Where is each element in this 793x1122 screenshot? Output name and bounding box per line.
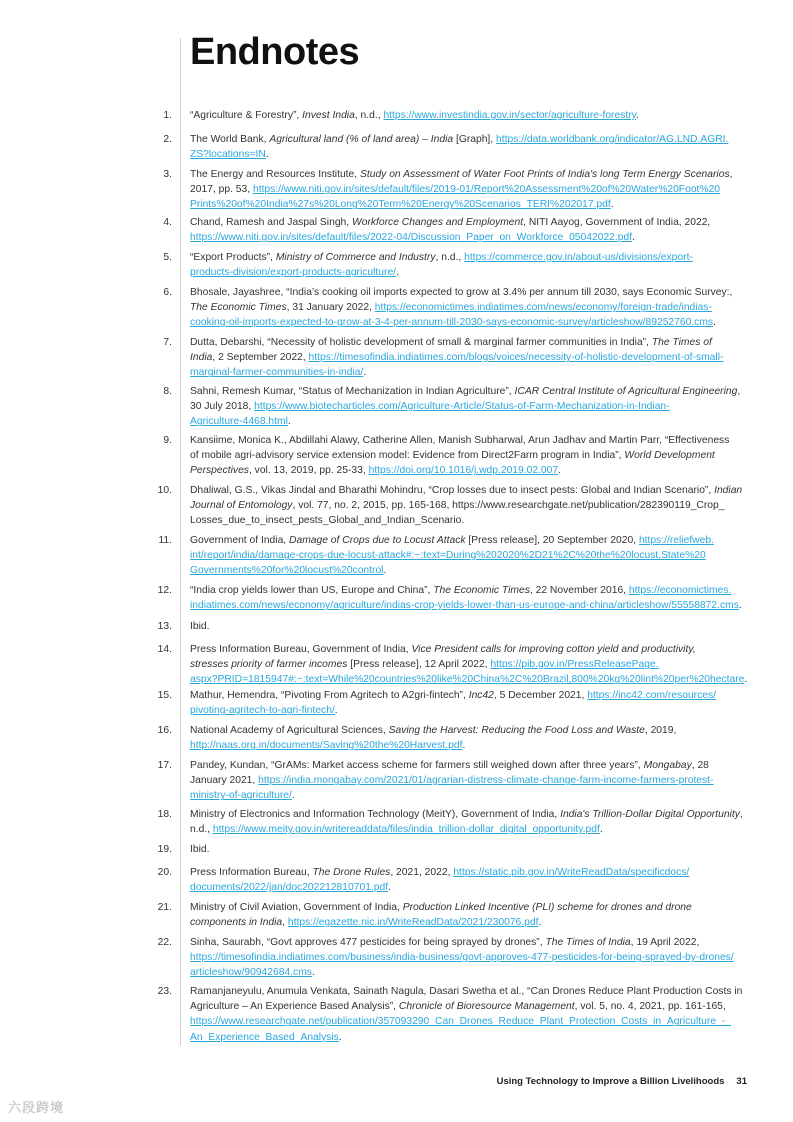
endnote-number: 21. xyxy=(157,902,172,913)
endnote-segment: Dhaliwal, G.S., Vikas Jindal and Bharathi Mohindru, “Crop losses due to insect pests: Global and Indian Scenario”, xyxy=(190,485,715,496)
endnote-italic-title: The Times of India xyxy=(545,937,631,948)
endnote-segment: of mobile agri-advisory service extension model: Evidence from Direct2Farm program in India”, xyxy=(190,450,625,462)
endnote-segment: Press Information Bureau, xyxy=(190,867,313,878)
endnote-segment: , 5 December 2021, xyxy=(493,690,588,701)
endnote-link[interactable]: int/report/india/damage-crops-due-locust-attack#:~:text=During%202020%2D21%2C%20the%20locust,State%20 xyxy=(190,550,706,562)
endnote-segment: , vol. 13, 2019, pp. 25-33, xyxy=(248,465,369,477)
endnote-italic-title: The Drone Rules xyxy=(312,867,391,878)
endnote-italic-title: World Development xyxy=(624,450,715,462)
endnote-link[interactable]: https://static.pib.gov.in/WriteReadData/specificdocs/ xyxy=(453,867,690,878)
endnote-number: 13. xyxy=(157,621,172,632)
endnote-number: 7. xyxy=(163,337,172,348)
endnote-segment: Ibid. xyxy=(190,621,210,632)
endnote-segment: , 19 April 2022, xyxy=(630,937,700,948)
endnote-link[interactable]: Prints%20of%20India%27s%20Long%20Term%20Energy%20Scenarios_TERI%202017.pdf xyxy=(190,199,611,211)
endnote-italic-title: Saving the Harvest: Reducing the Food Loss and Waste xyxy=(388,725,645,736)
endnote-segment: . xyxy=(744,674,748,686)
endnote-italic-title: stresses priority of farmer incomes xyxy=(190,659,348,671)
endnote-link[interactable]: Agriculture-4468.html xyxy=(190,416,288,428)
endnote-link[interactable]: documents/2022/jan/doc202212810701.pdf xyxy=(190,882,389,894)
endnote-text xyxy=(190,619,750,634)
endnote-text xyxy=(190,108,750,123)
endnote-number: 18. xyxy=(157,809,172,820)
endnote-segment: “India crop yields lower than US, Europe and China”, xyxy=(190,585,434,596)
endnote-number: 9. xyxy=(163,435,172,446)
endnote-number: 20. xyxy=(157,867,172,878)
endnote-segment: Government of India, xyxy=(190,535,290,546)
endnote-segment: Ministry of Electronics and Information Technology (MeitY), Government of India, xyxy=(190,809,561,820)
endnote-text xyxy=(190,807,750,837)
endnote-link[interactable]: pivoting-agritech-to-agri-fintech/ xyxy=(190,705,335,717)
endnote-number: 16. xyxy=(157,725,172,736)
endnote-segment: . xyxy=(363,367,367,379)
endnote-segment: Ibid. xyxy=(190,844,210,855)
endnote-link[interactable]: https://egazette.nic.in/WriteReadData/2021/230076.pdf xyxy=(287,917,539,929)
endnote-link[interactable]: ministry-of-agriculture/ xyxy=(190,790,292,802)
endnote-italic-title: Invest India xyxy=(302,110,355,121)
endnote-segment: . xyxy=(334,705,338,717)
endnote-segment: . xyxy=(383,565,387,577)
endnote-text xyxy=(190,167,750,213)
endnote-segment: , n.d., xyxy=(435,252,465,263)
endnote-segment: . xyxy=(538,917,542,929)
endnote-text xyxy=(190,723,750,753)
endnote-text xyxy=(190,483,750,529)
endnote-segment: Chand, Ramesh and Jaspal Singh, xyxy=(190,217,352,228)
endnote-link[interactable]: https://economictimes. xyxy=(628,585,732,596)
watermark-logo: 六段跨境 xyxy=(8,1100,65,1115)
vertical-rule xyxy=(180,38,181,1046)
endnote-number: 3. xyxy=(163,169,172,180)
endnote-text xyxy=(190,865,750,895)
endnote-segment: . xyxy=(599,824,603,836)
endnote-link[interactable]: https://www.meity.gov.in/writereaddata/files/india_trillion-dollar_digital_opportunity.pdf xyxy=(212,824,600,836)
endnote-italic-title: Indian xyxy=(714,485,743,496)
endnote-segment: Press Information Bureau, Government of India, xyxy=(190,644,412,655)
endnote-link[interactable]: https://doi.org/10.1016/j.wdp.2019.02.007 xyxy=(368,465,559,477)
endnote-segment: , 2021, 2022, xyxy=(390,867,454,878)
endnote-segment: , vol. 5, no. 4, 2021, pp. 161-165, xyxy=(574,1001,726,1013)
endnote-segment: . xyxy=(388,882,391,894)
endnote-italic-title: Ministry of Commerce and Industry xyxy=(275,252,436,263)
endnote-segment: The Energy and Resources Institute, xyxy=(190,169,360,180)
endnote-segment: , NITI Aayog, Government of India, 2022, xyxy=(523,217,711,228)
endnote-text xyxy=(190,384,750,430)
endnote-number: 11. xyxy=(158,535,172,546)
endnote-text xyxy=(190,842,750,857)
endnote-segment: Ramanjaneyulu, Anumula Venkata, Sainath Nagula, Dasari Swetha et al., “Can Drones Reduce Plant Production Costs in xyxy=(190,986,743,997)
endnote-segment: “Export Products”, xyxy=(190,252,276,263)
endnote-segment: [Graph], xyxy=(453,134,497,145)
endnote-italic-title: Damage of Crops due to Locust Attack xyxy=(289,535,466,546)
endnote-segment: Kansiime, Monica K., Abdillahi Alawy, Catherine Allen, Manish Subharwal, Arun Jadhav and Martin Parr, “Effectiveness xyxy=(190,435,730,446)
endnote-segment: Agriculture – An Experience Based Analysis”, xyxy=(190,1001,399,1013)
endnote-link[interactable]: https://data.worldbank.org/indicator/AG.LND.AGRI. xyxy=(496,134,729,145)
endnote-link[interactable]: https://pib.gov.in/PressReleasePage. xyxy=(490,659,659,671)
endnote-italic-title: India xyxy=(190,352,213,364)
endnote-segment: . xyxy=(265,149,269,161)
endnote-link[interactable]: https://www.investindia.gov.in/sector/agriculture-forestry xyxy=(383,110,637,121)
endnote-text xyxy=(190,984,750,1045)
endnote-link[interactable]: articleshow/90942684.cms xyxy=(190,967,312,979)
endnote-segment: , 2 September 2022, xyxy=(212,352,309,364)
endnote-number: 10. xyxy=(157,485,172,496)
endnote-text xyxy=(190,250,750,280)
endnote-link[interactable]: Governments%20for%20locust%20control xyxy=(190,565,384,577)
endnote-text xyxy=(190,335,750,381)
endnote-number: 2. xyxy=(163,134,172,145)
endnote-segment: Dutta, Debarshi, “Necessity of holistic development of small & marginal farmer communities in India”, xyxy=(190,337,652,348)
endnote-text xyxy=(190,433,750,479)
endnote-number: 23. xyxy=(157,986,172,997)
endnote-link[interactable]: An_Experience_Based_Analysis xyxy=(190,1031,339,1043)
endnote-number: 12. xyxy=(157,585,172,596)
endnote-italic-title: The Economic Times xyxy=(433,585,530,596)
endnote-number: 1. xyxy=(163,110,172,121)
endnote-segment: 2017, pp. 53, xyxy=(190,184,253,196)
endnote-segment: . xyxy=(396,267,399,279)
endnote-italic-title: Mongabay xyxy=(643,760,692,771)
endnote-number: 8. xyxy=(163,386,172,397)
endnote-italic-title: The Economic Times xyxy=(190,302,287,314)
endnote-number: 14. xyxy=(157,644,172,655)
endnote-italic-title: Production Linked Incentive (PLI) scheme for drones and drone xyxy=(402,902,692,913)
endnote-link[interactable]: cooking-oil-imports-expected-to-grow-at-3-4-per-annum-till-2030-says-economic-survey/articleshow/89252760.cms xyxy=(190,317,714,329)
endnote-segment: , xyxy=(739,809,743,820)
endnote-segment: , 31 January 2022, xyxy=(286,302,375,314)
endnote-link[interactable]: https://www.biotecharticles.com/Agriculture-Article/Status-of-Farm-Mechanization-in-Indian- xyxy=(254,401,670,413)
endnote-link[interactable]: https://www.niti.gov.in/sites/default/files/2019-01/Report%20Assessment%20of%20Water%20Foot%20 xyxy=(252,184,721,196)
endnote-text xyxy=(190,935,750,981)
endnote-italic-title: The Times of xyxy=(651,337,712,348)
endnote-segment: The World Bank, xyxy=(190,134,270,145)
endnote-segment: , n.d., xyxy=(354,110,384,121)
endnote-segment: . xyxy=(636,110,639,121)
endnote-text xyxy=(190,583,750,613)
endnote-link[interactable]: https://economictimes.indiatimes.com/news/economy/foreign-trade/indias- xyxy=(374,302,712,314)
endnote-segment: Pandey, Kundan, “GrAMs: Market access scheme for farmers still weighed down after three years”, xyxy=(190,760,644,771)
endnote-segment: Bhosale, Jayashree, “India’s cooking oil imports expected to grow at 3.4% per annum till 2030, says Economic Survey:, xyxy=(190,287,733,298)
endnote-segment: [Press release], 12 April 2022, xyxy=(347,659,491,671)
endnote-segment: . xyxy=(558,465,561,477)
endnote-segment: January 2021, xyxy=(190,775,259,787)
endnote-number: 4. xyxy=(163,217,172,228)
endnote-segment: . xyxy=(610,199,614,211)
endnote-text xyxy=(190,132,750,162)
endnote-text xyxy=(190,533,750,579)
endnote-segment: , vol. 77, no. 2, 2015, pp. 165-168, https://www.researchgate.net/publication/282390119_Crop_ xyxy=(292,500,725,512)
endnote-number: 19. xyxy=(157,844,172,855)
endnote-italic-title: Perspectives xyxy=(190,465,249,477)
endnote-segment: Ministry of Civil Aviation, Government of India, xyxy=(190,902,403,913)
endnote-segment: , xyxy=(282,917,288,929)
endnote-segment: , xyxy=(737,386,741,397)
endnote-text xyxy=(190,688,750,718)
page-title: Endnotes xyxy=(190,31,360,73)
endnote-link[interactable]: https://commerce.gov.in/about-us/divisions/export- xyxy=(464,252,693,263)
endnote-text xyxy=(190,900,750,930)
endnote-segment: 30 July 2018, xyxy=(190,401,255,413)
endnote-link[interactable]: products-division/export-products-agriculture/ xyxy=(190,267,397,279)
endnote-number: 17. xyxy=(157,760,172,771)
endnote-link[interactable]: https://india.mongabay.com/2021/01/agrarian-distress-climate-change-farm-income-farmers-protest- xyxy=(258,775,714,787)
endnote-segment: Sahni, Remesh Kumar, “Status of Mechanization in Indian Agriculture”, xyxy=(190,386,515,397)
endnote-segment: [Press release], 20 September 2020, xyxy=(465,535,639,546)
endnote-segment: , 2019, xyxy=(644,725,677,736)
endnote-segment: , 28 xyxy=(691,760,709,771)
endnote-text xyxy=(190,642,750,688)
endnote-segment: . xyxy=(311,967,315,979)
endnote-segment: Mathur, Hemendra, “Pivoting From Agritech to A2gri-fintech”, xyxy=(190,690,469,701)
endnote-number: 15. xyxy=(157,690,172,701)
endnote-italic-title: Chronicle of Bioresource Management xyxy=(398,1001,575,1013)
endnote-text xyxy=(190,215,750,245)
footer-title: Using Technology to Improve a Billion Livelihoods xyxy=(496,1076,725,1087)
endnote-segment: Sinha, Saurabh, “Govt approves 477 pesticides for being sprayed by drones”, xyxy=(190,937,546,948)
endnote-text xyxy=(190,758,750,804)
endnote-segment: . xyxy=(632,232,635,244)
endnote-segment: National Academy of Agricultural Sciences, xyxy=(190,725,389,736)
endnote-segment: . xyxy=(287,416,291,428)
endnote-link[interactable]: https://www.niti.gov.in/sites/default/files/2022-04/Discussion_Paper_on_Workforce_05042022.pdf xyxy=(190,232,633,244)
endnote-segment: Losses_due_to_insect_pests_Global_and_Indian_Scenario. xyxy=(190,515,465,527)
endnote-link[interactable]: ZS?locations=IN xyxy=(190,149,266,161)
endnote-segment: . xyxy=(462,740,466,752)
endnote-italic-title: India's Trillion-Dollar Digital Opportunity xyxy=(560,809,740,820)
endnote-italic-title: Workforce Changes and Employment xyxy=(352,217,524,228)
endnote-segment: n.d., xyxy=(190,824,213,836)
endnote-text xyxy=(190,285,750,331)
endnote-link[interactable]: https://reliefweb. xyxy=(638,535,714,546)
page-footer xyxy=(497,1076,747,1087)
endnote-number: 5. xyxy=(163,252,172,263)
endnote-segment: , 22 November 2016, xyxy=(529,585,629,596)
endnote-link[interactable]: https://timesofindia.indiatimes.com/blogs/voices/necessity-of-holistic-development-of-small- xyxy=(308,352,724,364)
endnote-number: 6. xyxy=(163,287,172,298)
endnote-link[interactable]: http://naas.org.in/documents/Saving%20the%20Harvest.pdf xyxy=(190,740,463,752)
endnote-segment: . xyxy=(291,790,295,802)
endnote-link[interactable]: marginal-farmer-communities-in-india/ xyxy=(190,367,364,379)
endnote-segment: “Agriculture & Forestry”, xyxy=(190,110,303,121)
endnote-segment: . xyxy=(338,1031,342,1043)
endnote-link[interactable]: indiatimes.com/news/economy/agriculture/indias-crop-yields-lower-than-us-europe-and-china/articleshow/55558872.cms xyxy=(190,600,739,612)
page-number: 31 xyxy=(736,1076,747,1087)
endnote-italic-title: Inc42 xyxy=(468,690,494,701)
endnote-italic-title: Agricultural land (% of land area) – India xyxy=(269,134,454,145)
endnote-italic-title: ICAR Central Institute of Agricultural Engineering xyxy=(514,386,738,397)
endnote-link[interactable]: https://inc42.com/resources/ xyxy=(587,690,716,701)
endnote-segment: , xyxy=(729,169,733,180)
endnote-number: 22. xyxy=(157,937,172,948)
endnote-italic-title: Journal of Entomology xyxy=(190,500,293,512)
endnote-link[interactable]: aspx?PRID=1815947#:~:text=While%20countries%20like%20China%2C%20Brazil,800%20kg%20lint%20per%20hectare xyxy=(190,674,745,686)
endnote-link[interactable]: https://www.researchgate.net/publication/357093290_Can_Drones_Reduce_Plant_Protection_Costs_in_Agriculture_-_ xyxy=(190,1016,731,1028)
endnote-link[interactable]: https://timesofindia.indiatimes.com/business/india-business/govt-approves-477-pesticides-for-being-sprayed-by-drones/ xyxy=(190,952,734,964)
endnote-italic-title: Study on Assessment of Water Foot Prints of India's long Term Energy Scenarios xyxy=(360,169,730,180)
endnote-italic-title: components in India xyxy=(190,917,283,929)
endnote-segment: . xyxy=(713,317,716,329)
endnote-italic-title: Vice President calls for improving cotton yield and productivity, xyxy=(411,644,696,655)
endnote-segment: . xyxy=(738,600,742,612)
